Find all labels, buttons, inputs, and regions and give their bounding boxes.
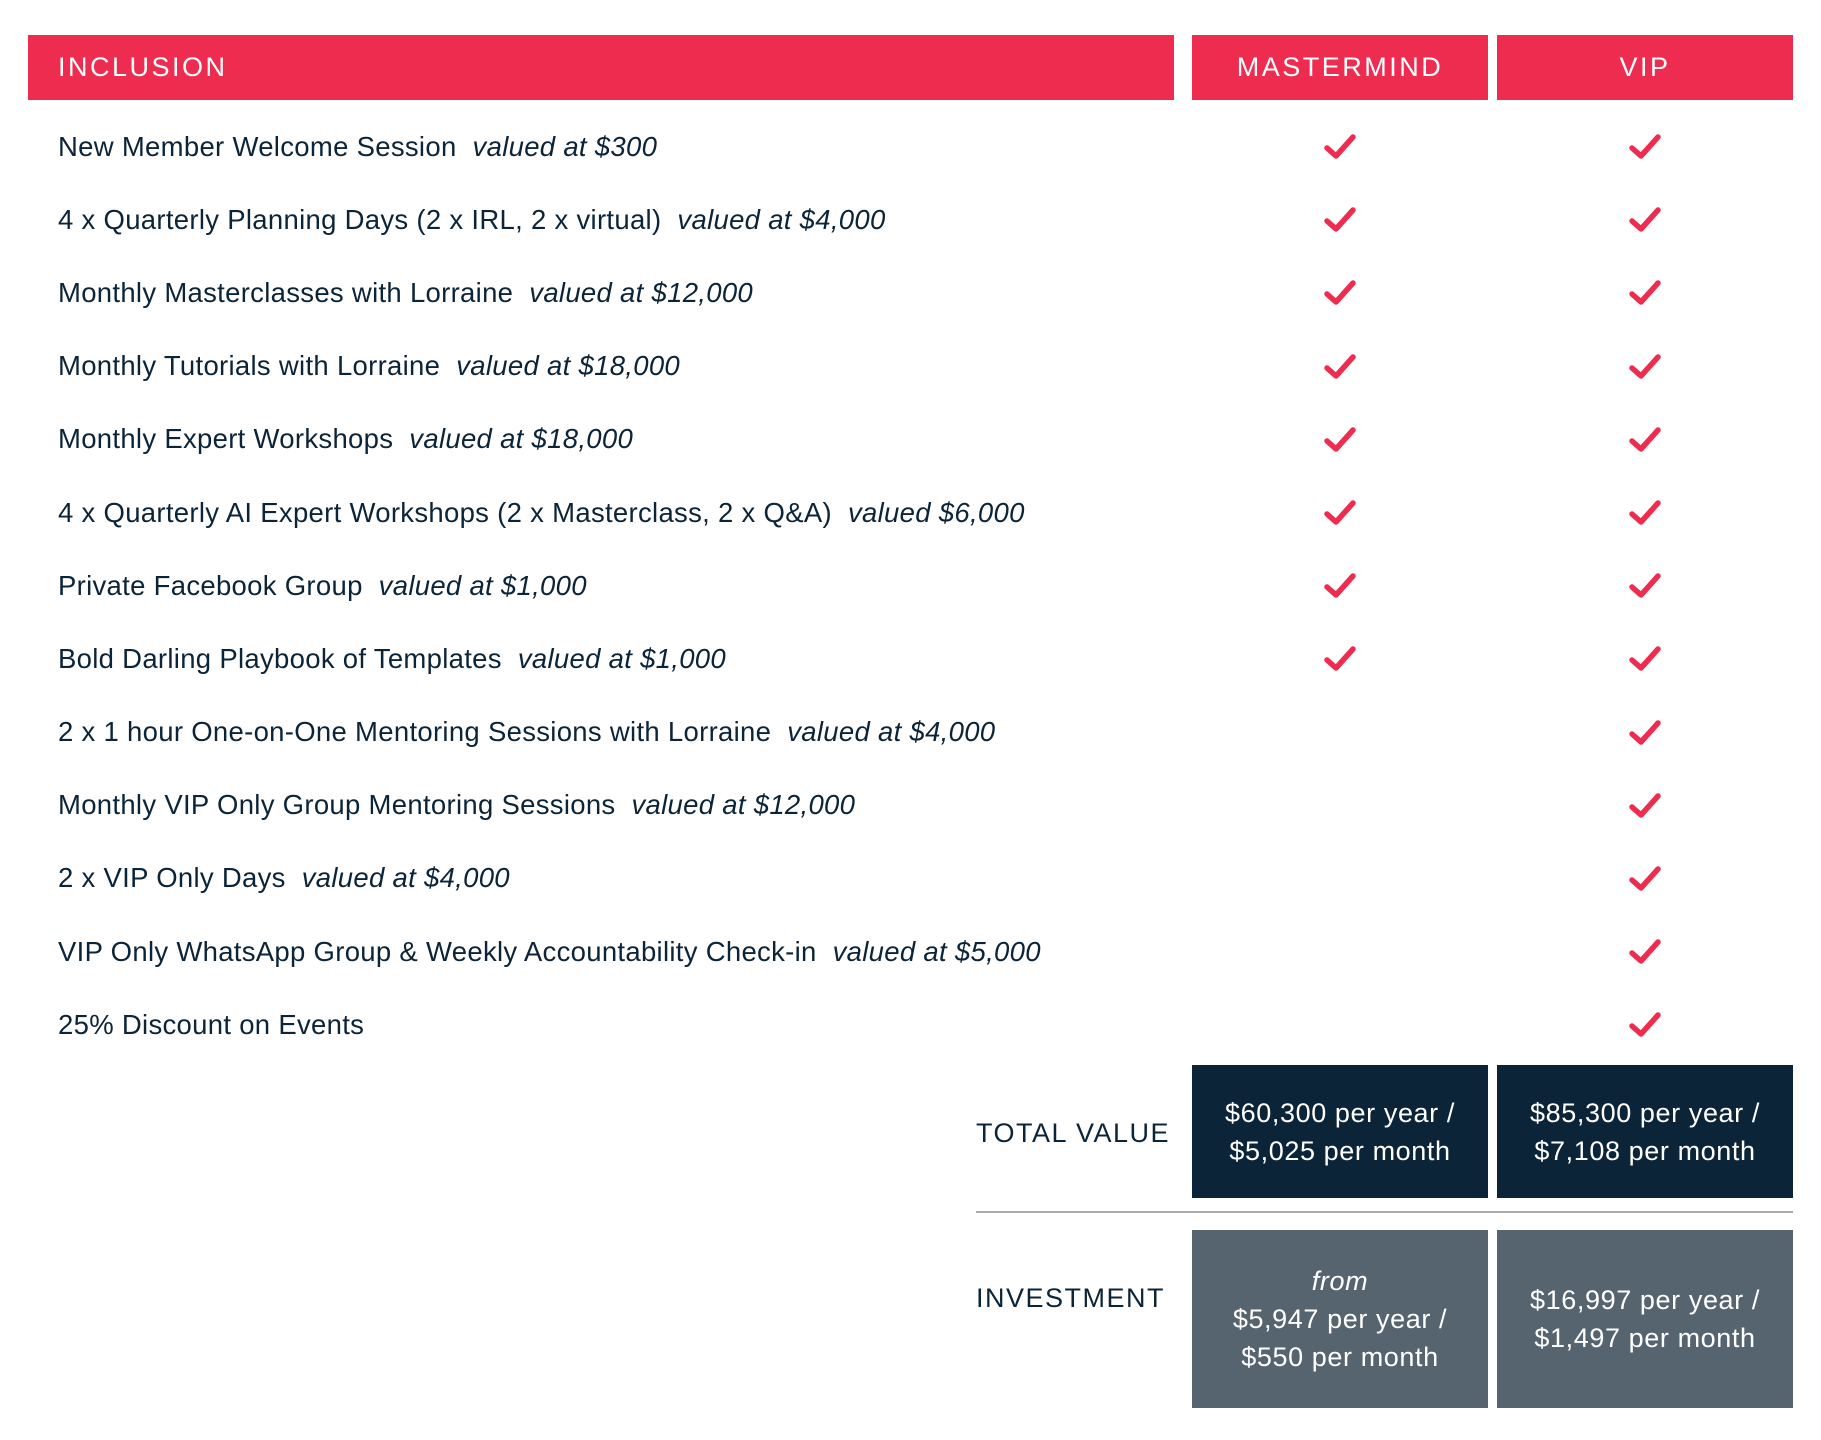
- check-icon: [1628, 718, 1662, 748]
- table-row: [0, 476, 1821, 549]
- table-row: [0, 842, 1821, 915]
- inclusion-rows: [0, 110, 1821, 1061]
- check-icon: [1628, 498, 1662, 528]
- check-icon: [1628, 132, 1662, 162]
- total-value-mastermind-line1: $60,300 per year /: [1225, 1097, 1455, 1128]
- investment-vip-line2: $1,497 per month: [1534, 1323, 1756, 1353]
- inclusion-name: Monthly Tutorials with Lorraine: [58, 350, 441, 382]
- total-value-vip: [1497, 1065, 1793, 1198]
- table-row: [0, 622, 1821, 695]
- header-inclusion: INCLUSION: [28, 35, 1174, 100]
- check-icon: [1323, 352, 1357, 382]
- check-icon: [1628, 425, 1662, 455]
- investment-mastermind-line2: $550 per month: [1241, 1342, 1439, 1372]
- row-label: [58, 110, 657, 183]
- total-value-mastermind: [1192, 1065, 1488, 1198]
- investment-mastermind-prefix: from: [1311, 1266, 1369, 1296]
- check-icon: [1323, 644, 1357, 674]
- row-label: [58, 842, 510, 915]
- inclusion-value: valued at $4,000: [677, 203, 886, 235]
- check-icon: [1628, 205, 1662, 235]
- inclusion-value: valued at $12,000: [631, 789, 856, 821]
- inclusion-name: 4 x Quarterly Planning Days (2 x IRL, 2 x virtual): [58, 203, 662, 235]
- row-label: [58, 696, 995, 769]
- summary-divider: [976, 1211, 1793, 1213]
- check-icon: [1323, 571, 1357, 601]
- check-icon: [1628, 278, 1662, 308]
- table-row: [0, 915, 1821, 988]
- inclusion-value: valued at $18,000: [409, 423, 634, 455]
- inclusion-name: Bold Darling Playbook of Templates: [58, 642, 502, 674]
- inclusion-name: Monthly Expert Workshops: [58, 423, 394, 455]
- check-icon: [1323, 425, 1357, 455]
- table-row: [0, 403, 1821, 476]
- inclusion-value: valued at $12,000: [529, 276, 754, 308]
- table-row: [0, 110, 1821, 183]
- investment-vip-line1: $16,997 per year /: [1530, 1285, 1760, 1315]
- total-value-vip-line1: $85,300 per year /: [1530, 1097, 1760, 1128]
- inclusion-name: VIP Only WhatsApp Group & Weekly Accountability Check-in: [58, 935, 817, 967]
- inclusion-value: valued $6,000: [847, 496, 1025, 528]
- row-label: [58, 183, 886, 256]
- table-row: [0, 769, 1821, 842]
- check-icon: [1323, 278, 1357, 308]
- total-value-mastermind-line2: $5,025 per month: [1229, 1135, 1451, 1166]
- table-row: [0, 256, 1821, 329]
- inclusion-name: 25% Discount on Events: [58, 1008, 365, 1040]
- row-label: [58, 915, 1041, 988]
- row-label: [58, 549, 587, 622]
- table-row: [0, 988, 1821, 1061]
- inclusion-name: 2 x 1 hour One-on-One Mentoring Sessions with Lorraine: [58, 716, 772, 748]
- row-label: [58, 476, 1025, 549]
- inclusion-name: Monthly VIP Only Group Mentoring Sessions: [58, 789, 616, 821]
- check-icon: [1628, 352, 1662, 382]
- row-label: [58, 769, 855, 842]
- header-mastermind: MASTERMIND: [1192, 35, 1488, 100]
- header-vip: VIP: [1497, 35, 1793, 100]
- investment-mastermind-line1: $5,947 per year /: [1232, 1304, 1448, 1334]
- row-label: [58, 256, 753, 329]
- investment-label: INVESTMENT: [976, 1283, 1166, 1313]
- inclusion-value: valued at $18,000: [456, 350, 681, 382]
- inclusion-value: valued at $5,000: [832, 935, 1041, 967]
- table-row: [0, 696, 1821, 769]
- inclusion-value: valued at $4,000: [787, 716, 996, 748]
- investment-mastermind: [1192, 1230, 1488, 1408]
- row-label: [58, 403, 633, 476]
- table-row: [0, 549, 1821, 622]
- check-icon: [1628, 571, 1662, 601]
- row-label: [58, 330, 680, 403]
- inclusion-value: valued at $4,000: [301, 862, 510, 894]
- inclusion-value: valued at $1,000: [517, 642, 726, 674]
- row-label: [58, 622, 726, 695]
- investment-vip: [1497, 1230, 1793, 1408]
- check-icon: [1628, 1010, 1662, 1040]
- check-icon: [1628, 791, 1662, 821]
- check-icon: [1323, 205, 1357, 235]
- total-value-vip-line2: $7,108 per month: [1534, 1135, 1756, 1166]
- inclusion-name: Private Facebook Group: [58, 569, 363, 601]
- check-icon: [1628, 644, 1662, 674]
- check-icon: [1628, 937, 1662, 967]
- table-row: [0, 330, 1821, 403]
- inclusion-name: Monthly Masterclasses with Lorraine: [58, 276, 514, 308]
- inclusion-value: valued at $1,000: [378, 569, 587, 601]
- table-row: [0, 183, 1821, 256]
- row-label: [58, 988, 364, 1061]
- total-value-label: TOTAL VALUE: [976, 1118, 1171, 1148]
- inclusion-name: New Member Welcome Session: [58, 130, 457, 162]
- inclusion-name: 2 x VIP Only Days: [58, 862, 286, 894]
- inclusion-value: valued at $300: [472, 130, 658, 162]
- check-icon: [1628, 864, 1662, 894]
- inclusion-name: 4 x Quarterly AI Expert Workshops (2 x Masterclass, 2 x Q&A): [58, 496, 832, 528]
- check-icon: [1323, 498, 1357, 528]
- check-icon: [1323, 132, 1357, 162]
